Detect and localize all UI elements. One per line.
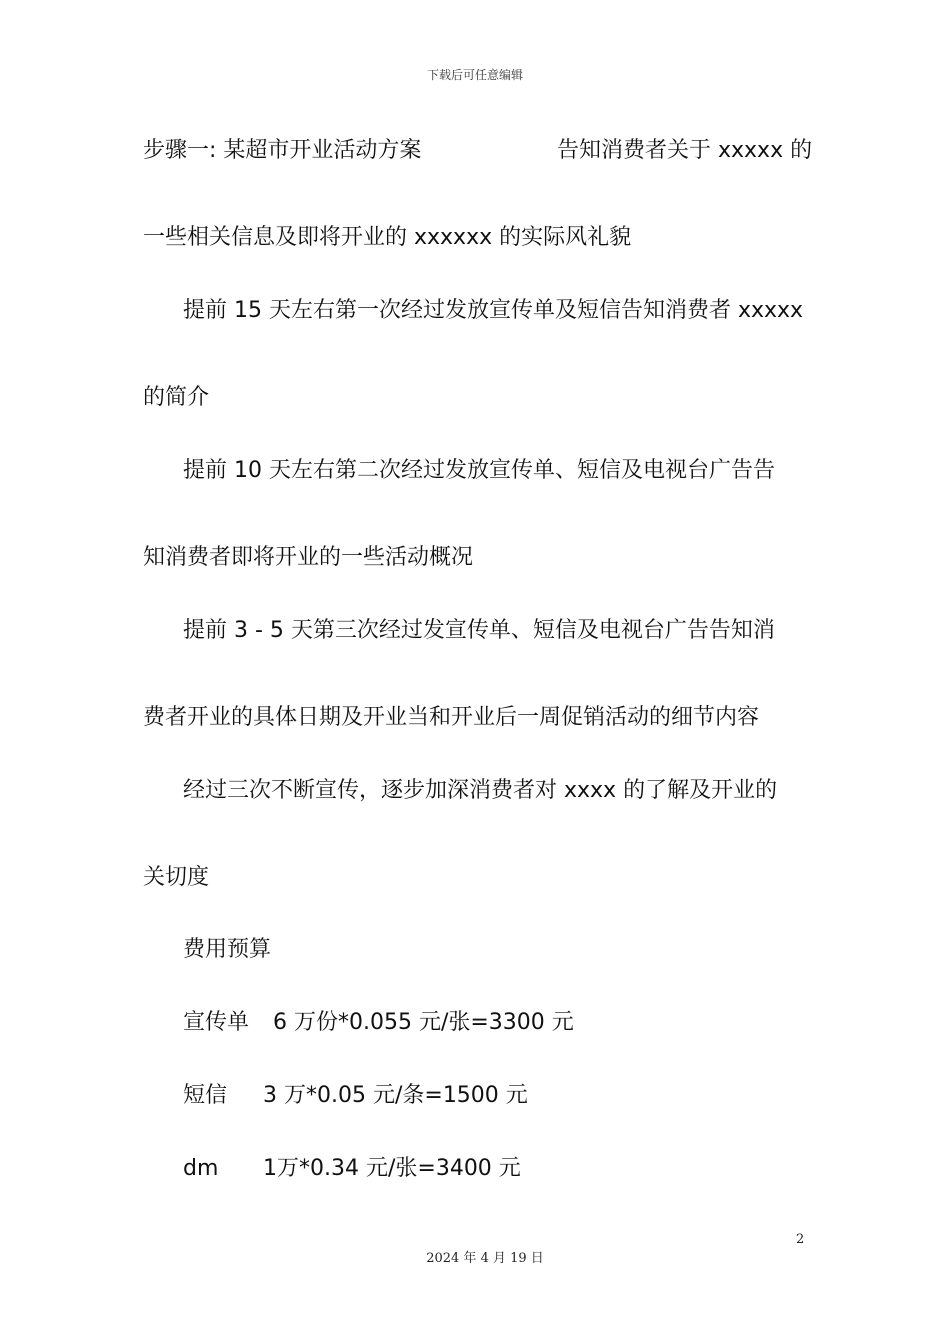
- title-left: 步骤一: 某超市开业活动方案: [143, 138, 422, 163]
- paragraph-line: 知消费者即将开业的一些活动概况: [143, 545, 474, 570]
- footer-date: 2024 年 4 月 19 日: [426, 1251, 544, 1266]
- page-number: 2: [796, 1232, 805, 1247]
- budget-detail: 6 万份*0.055 元/张=3300 元: [273, 1010, 574, 1035]
- paragraph-line: 费者开业的具体日期及开业当和开业后一周促销活动的细节内容: [143, 705, 760, 730]
- paragraph-line: 经过三次不断宣传，逐步加深消费者对 xxxx 的了解及开业的: [183, 778, 778, 803]
- budget-detail: 1万*0.34 元/张=3400 元: [263, 1156, 521, 1181]
- budget-item: 短信: [183, 1083, 228, 1108]
- budget-detail: 3 万*0.05 元/条=1500 元: [263, 1083, 528, 1108]
- budget-item: 宣传单: [183, 1010, 250, 1035]
- budget-row: [183, 1154, 521, 1184]
- paragraph-line: 关切度: [143, 865, 210, 890]
- budget-item: dm: [183, 1156, 219, 1181]
- title-right: 告知消费者关于 xxxxx 的: [557, 138, 813, 163]
- paragraph-line: 提前 3 - 5 天第三次经过发宣传单、短信及电视台广告告知消: [183, 618, 775, 643]
- paragraph-line: 一些相关信息及即将开业的 xxxxxx 的实际风礼貌: [143, 225, 632, 250]
- page-header: 下载后可任意编辑: [426, 68, 523, 82]
- budget-heading: 费用预算: [183, 937, 272, 962]
- budget-row: [183, 1081, 528, 1111]
- paragraph-line: 的简介: [143, 385, 210, 410]
- paragraph-line: 提前 15 天左右第一次经过发放宣传单及短信告知消费者 xxxxx: [183, 298, 804, 323]
- paragraph-line: 提前 10 天左右第二次经过发放宣传单、短信及电视台广告告: [183, 458, 775, 483]
- budget-row: [183, 1008, 574, 1038]
